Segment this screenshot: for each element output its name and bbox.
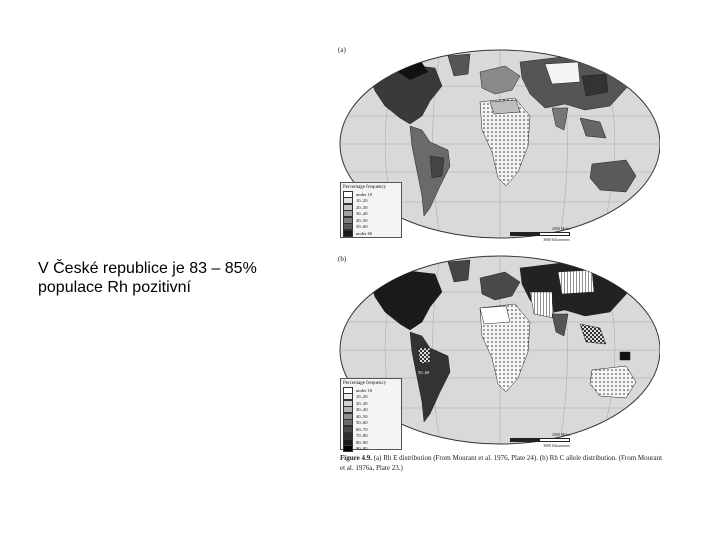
legend-a-item-label: 10–20 xyxy=(356,198,368,204)
scale-b-miles: 2000 Miles xyxy=(551,432,570,437)
legend-b-item-label: 50–60 xyxy=(356,420,368,426)
panel-a-label: (a) xyxy=(338,46,346,54)
legend-a-item-label: under 10 xyxy=(356,191,373,197)
legend-b-item-label: 60–70 xyxy=(356,426,368,432)
legend-a-item-label: 30–40 xyxy=(356,211,368,217)
legend-b-item-label: 10–20 xyxy=(356,394,368,400)
rh-distribution-figure xyxy=(330,42,675,487)
legend-a-swatch xyxy=(343,230,353,237)
caption-label: Figure 4.9. xyxy=(340,454,372,462)
legend-a xyxy=(340,182,402,238)
legend-b-item-label: under 10 xyxy=(356,387,373,393)
scale-a-km: 3000 Kilometers xyxy=(543,237,570,242)
legend-b-item-label: 40–50 xyxy=(356,413,368,419)
legend-a-item-label: 20–30 xyxy=(356,204,368,210)
legend-a-item-label: under 60 xyxy=(356,230,373,236)
legend-b-item-label: 30–40 xyxy=(356,407,368,413)
legend-b-item xyxy=(343,446,399,453)
legend-a-item xyxy=(343,230,399,237)
slide-text-line-2: populace Rh pozitivní xyxy=(38,279,191,296)
scale-bar-a xyxy=(510,226,570,242)
legend-b-item-label: 70–80 xyxy=(356,433,368,439)
legend-b-swatch xyxy=(343,445,353,452)
slide-text-line-1: V České republice je 83 – 85% xyxy=(38,260,257,277)
map-b-region-label: 50–60 xyxy=(418,370,430,375)
panel-b-label: (b) xyxy=(338,255,347,263)
legend-a-item-label: 50–60 xyxy=(356,224,368,230)
figure-caption xyxy=(340,454,665,473)
legend-a-item-label: 40–50 xyxy=(356,217,368,223)
scale-a-miles: 2000 Miles xyxy=(551,226,570,231)
scale-bar-b xyxy=(510,432,570,448)
slide-body-text xyxy=(38,259,308,297)
legend-b-item-label: 20–30 xyxy=(356,400,368,406)
legend-a-title: Percentage frequency xyxy=(343,185,387,190)
legend-b-item-label: 90–95 xyxy=(356,446,368,452)
legend-b-title: Percentage frequency xyxy=(343,381,387,386)
legend-b-item-label: 80–90 xyxy=(356,439,368,445)
legend-b xyxy=(340,378,402,450)
scale-b-km: 3000 Kilometers xyxy=(543,443,570,448)
caption-text: (a) Rh E distribution (From Mourant et al. 1976, Plate 24). (b) Rh C allele distribution. (From Mourant et al. 1976a, Plate 23.) xyxy=(340,454,663,472)
